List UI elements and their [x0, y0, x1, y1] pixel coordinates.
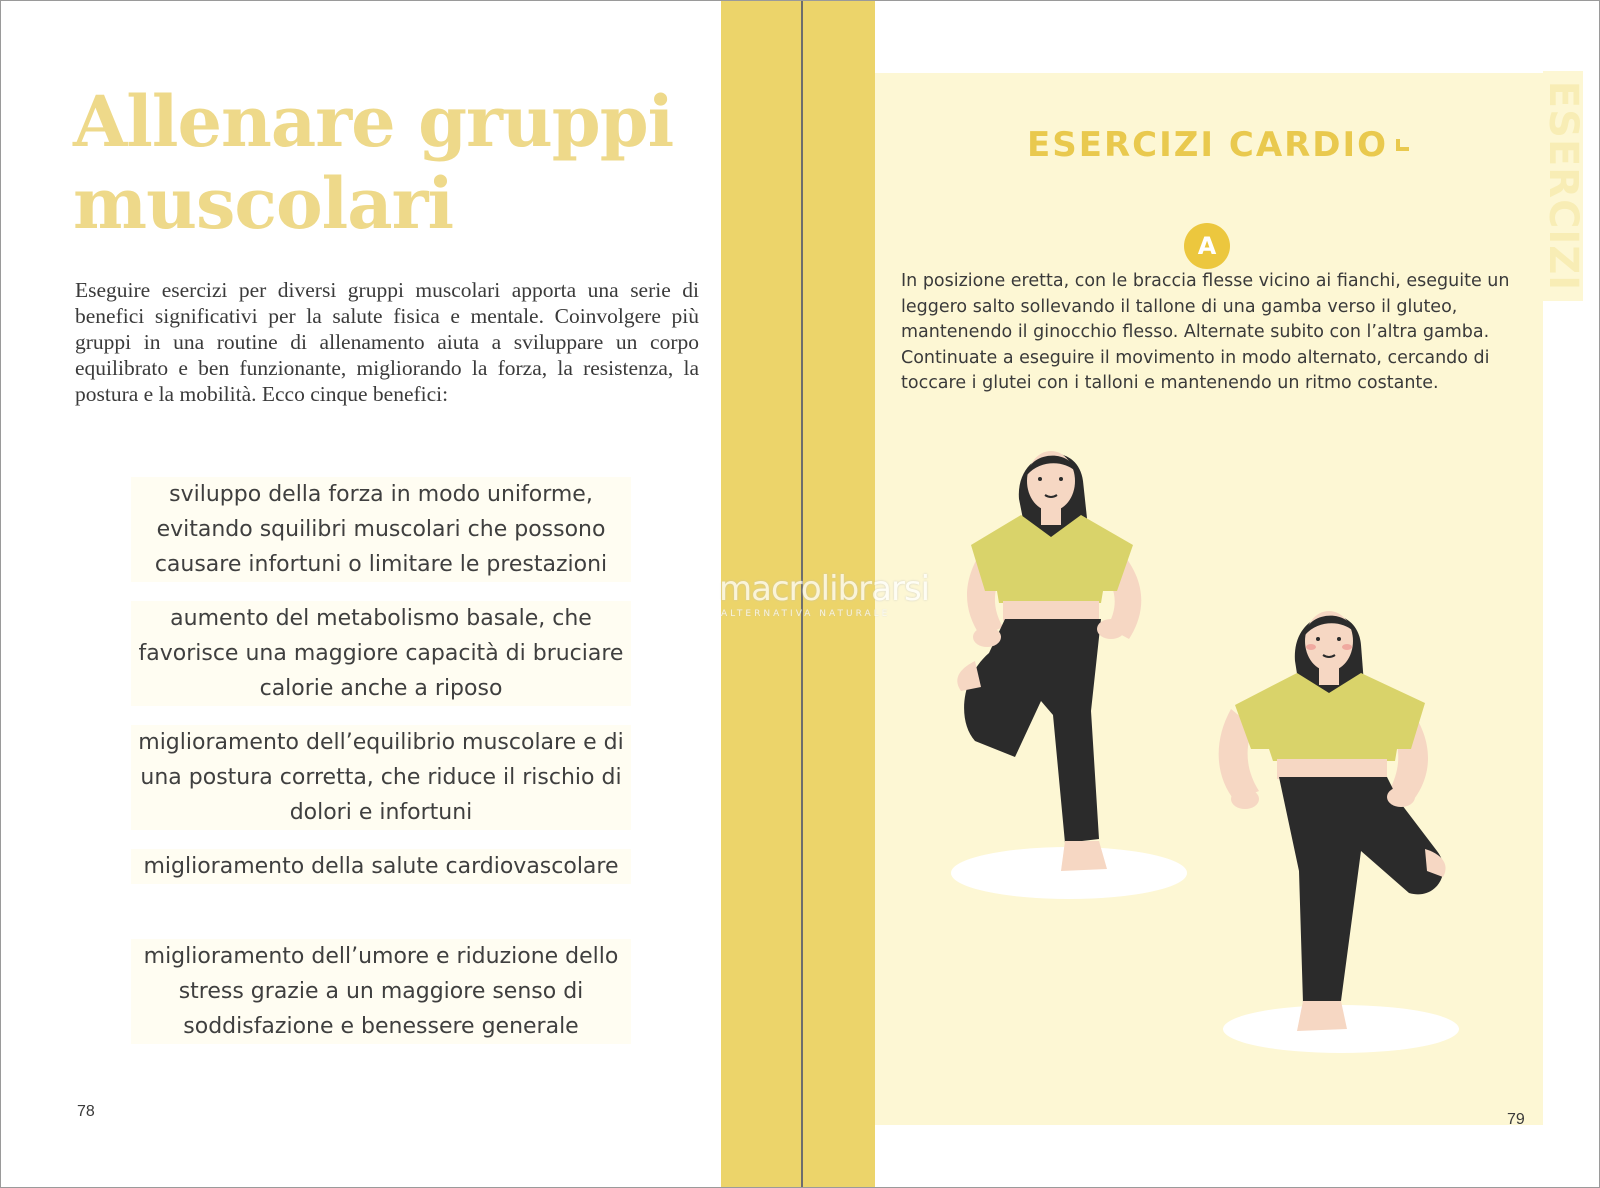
benefit-item-5: miglioramento dell’umore e riduzione dello stress grazie a un maggiore senso di soddisfazione e benessere generale	[131, 939, 631, 1044]
benefit-item-1: sviluppo della forza in modo uniforme, evitando squilibri muscolari che possono causare infortuni o limitare le prestazioni	[131, 477, 631, 582]
page-title: Allenare gruppi muscolari	[73, 80, 674, 245]
watermark	[657, 567, 957, 627]
page-number-left: 78	[77, 1103, 95, 1120]
exercise-instructions: In posizione eretta, con le braccia flesse vicino ai fianchi, eseguite un leggero salto sollevando il tallone di una gamba verso il gluteo, mantenendo il ginocchio flesso. Alternate subito con l’altra gamba. Continuate a eseguire il movimento in modo alternato, cercando di toccare i glutei con i talloni e mantenendo un ritmo costante.	[901, 271, 1510, 393]
figure-2	[1219, 611, 1459, 1053]
watermark-brand: macrolibrarsi	[719, 569, 930, 609]
step-badge: A	[1184, 223, 1230, 269]
benefit-item-4: miglioramento della salute cardiovascolare	[131, 849, 631, 884]
section-title: ESERCIZI CARDIO	[1027, 125, 1389, 165]
intro-paragraph: Eseguire esercizi per diversi gruppi muscolari apporta una serie di benefici significativi per la salute fisica e mentale. Coinvolgere più gruppi in una routine di allenamento aiuta a sviluppare un corpo equilibrato e ben funzionante, migliorando la forza, la resistenza, la postura e la mobilità. Ecco cinque benefici:	[75, 278, 699, 406]
exercise-illustration	[941, 441, 1481, 1081]
macrolibrarsi-logo-icon	[657, 569, 711, 623]
chapter-tab	[1540, 71, 1586, 301]
figure-1	[951, 451, 1187, 899]
watermark-tagline: ALTERNATIVA NATURALE	[721, 609, 891, 619]
benefit-item-2: aumento del metabolismo basale, che favorisce una maggiore capacità di bruciare calorie anche a riposo	[131, 601, 631, 706]
corner-tick-icon	[1395, 137, 1411, 153]
page-number-right: 79	[1507, 1111, 1525, 1128]
chapter-tab-label: ESERCIZI	[1540, 80, 1586, 292]
benefit-item-3: miglioramento dell’equilibrio muscolare e di una postura corretta, che riduce il rischio di dolori e infortuni	[131, 725, 631, 830]
